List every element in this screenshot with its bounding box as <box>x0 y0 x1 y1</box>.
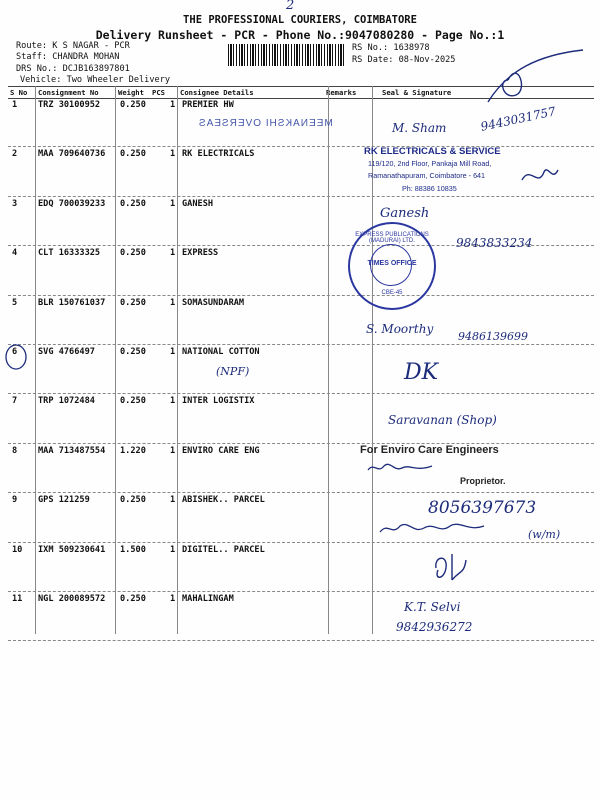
cell-consignee: EXPRESS <box>182 248 219 259</box>
cell-pcs: 1 <box>170 297 176 308</box>
cell-sno: 11 <box>12 594 23 604</box>
cell-pcs: 1 <box>170 100 176 110</box>
cell-consignee: ENVIRO CARE ENG <box>182 445 260 456</box>
cell-weight: 0.250 <box>120 594 146 604</box>
cell-consignment: TRZ 30100952 <box>38 100 101 110</box>
company-title: THE PROFESSIONAL COURIERS, COIMBATORE <box>183 14 417 26</box>
cell-consignment: BLR 150761037 <box>38 297 106 308</box>
col-divider <box>328 86 329 634</box>
drs-number: DRS No.: DCJB163897801 <box>16 64 130 74</box>
row-divider <box>8 443 594 444</box>
row6-circled-number-icon <box>4 343 30 371</box>
row9-phone-handwritten: 8056397673 <box>428 498 537 518</box>
col-header-consignee: Consignee Details <box>180 88 254 97</box>
rs-date: RS Date: 08-Nov-2025 <box>352 55 456 65</box>
cell-weight: 0.250 <box>120 100 146 110</box>
cell-consignment: MAA 713487554 <box>38 445 106 456</box>
round-stamp-text: EXPRESS PUBLICATIONS (MADURAI) LTD. <box>355 232 429 244</box>
row-divider <box>8 196 594 197</box>
col-divider <box>177 86 178 634</box>
cell-sno: 4 <box>12 248 18 259</box>
rk-stamp-address-1: 119/120, 2nd Floor, Pankaja Mill Road, <box>368 159 492 168</box>
col-header-pcs: PCS <box>152 88 165 97</box>
cell-weight: 0.250 <box>120 248 146 259</box>
cell-consignee: RK ELECTRICALS <box>182 149 255 160</box>
row-divider <box>8 640 594 641</box>
enviro-stamp-proprietor: Proprietor. <box>460 476 506 486</box>
cell-weight: 0.250 <box>120 149 146 160</box>
cell-pcs: 1 <box>170 347 176 357</box>
cell-pcs: 1 <box>170 544 176 555</box>
row-divider <box>8 146 594 147</box>
cell-weight: 0.250 <box>120 297 146 308</box>
row9-handwritten-note: (w/m) <box>528 528 561 541</box>
cell-consignment: TRP 1072484 <box>38 396 95 407</box>
col-header-sno: S No <box>10 88 28 97</box>
row-divider <box>8 591 594 592</box>
cell-consignment: MAA 709640736 <box>38 149 106 160</box>
cell-pcs: 1 <box>170 445 176 456</box>
cell-consignment: IXM 509230641 <box>38 544 106 555</box>
row9-signature-icon <box>378 518 488 540</box>
row1-scribble-icon <box>478 50 588 110</box>
cell-sno: 9 <box>12 495 18 506</box>
round-stamp-center: TIMES OFFICE <box>367 260 417 267</box>
row2-signature-icon <box>520 160 560 190</box>
row6-handwritten-mark: (NPF) <box>216 365 250 378</box>
cell-consignment: NGL 200089572 <box>38 594 106 604</box>
col-header-weight: Weight <box>118 88 144 97</box>
mirror-stamp-text: MEENAKSHI OVERSEAS <box>198 118 333 129</box>
cell-pcs: 1 <box>170 396 176 407</box>
runsheet-title: Delivery Runsheet - PCR - Phone No.:9047080280 - Page No.:1 <box>95 28 505 42</box>
row3-signature-name: Ganesh <box>380 206 430 221</box>
row-divider <box>8 542 594 543</box>
cell-consignee: DIGITEL.. PARCEL <box>182 544 265 555</box>
cell-consignee: SOMASUNDARAM <box>182 297 245 308</box>
col-header-consignment: Consignment No <box>38 88 99 97</box>
cell-consignment: CLT 16333325 <box>38 248 101 259</box>
cell-weight: 0.250 <box>120 347 146 357</box>
barcode <box>228 44 346 66</box>
cell-pcs: 1 <box>170 495 176 506</box>
row10-signature-icon <box>430 550 470 586</box>
cell-pcs: 1 <box>170 594 176 604</box>
row7-handwritten-note: Saravanan (Shop) <box>388 413 497 427</box>
row-divider <box>8 295 594 296</box>
express-round-stamp <box>348 222 436 310</box>
round-stamp-bottom: CBE-45 <box>381 290 403 296</box>
cell-sno: 5 <box>12 297 18 308</box>
enviro-stamp-name: For Enviro Care Engineers <box>360 444 499 456</box>
row-divider <box>8 344 594 345</box>
cell-sno: 10 <box>12 544 23 555</box>
cell-pcs: 1 <box>170 248 176 259</box>
row6-signature: DK <box>404 360 439 385</box>
row5-signature-name: S. Moorthy <box>366 322 434 336</box>
cell-sno: 8 <box>12 445 18 456</box>
row11-signature-name: K.T. Selvi <box>404 600 461 614</box>
cell-sno: 6 <box>12 347 18 357</box>
cell-weight: 0.250 <box>120 396 146 407</box>
rs-number: RS No.: 1638978 <box>352 43 430 53</box>
rk-stamp-name: RK ELECTRICALS & SERVICE <box>364 146 501 157</box>
cell-consignee: MAHALINGAM <box>182 594 234 604</box>
row11-phone-handwritten: 9842936272 <box>396 620 473 634</box>
row-divider <box>8 393 594 394</box>
cell-pcs: 1 <box>170 149 176 160</box>
top-handwritten-mark: 2 <box>286 0 295 13</box>
col-divider <box>115 86 116 634</box>
col-header-seal: Seal & Signature <box>382 88 452 97</box>
cell-sno: 2 <box>12 149 18 160</box>
cell-consignment: GPS 121259 <box>38 495 90 506</box>
cell-sno: 7 <box>12 396 18 407</box>
cell-consignee: PREMIER HW <box>182 100 234 110</box>
cell-consignment: EDQ 700039233 <box>38 198 106 209</box>
cell-consignee: NATIONAL COTTON <box>182 347 260 357</box>
cell-weight: 0.250 <box>120 198 146 209</box>
cell-pcs: 1 <box>170 198 176 209</box>
cell-sno: 3 <box>12 198 18 209</box>
row3-phone-handwritten: 9843833234 <box>456 236 533 250</box>
row1-phone-handwritten: 9443031757 <box>479 104 557 134</box>
cell-sno: 1 <box>12 100 18 110</box>
row-divider <box>8 492 594 493</box>
cell-consignee: GANESH <box>182 198 214 209</box>
row8-signature-icon <box>366 460 436 476</box>
col-divider <box>35 86 36 634</box>
rk-stamp-address-2: Ramanathapuram, Coimbatore - 641 <box>368 171 486 180</box>
route-label: Route: K S NAGAR - PCR <box>16 41 130 51</box>
cell-consignee: ABISHEK.. PARCEL <box>182 495 265 506</box>
row1-signature-name: M. Sham <box>392 121 447 135</box>
rk-stamp-phone: Ph: 88386 10835 <box>402 184 457 193</box>
vehicle-label: Vehicle: Two Wheeler Delivery <box>20 75 171 85</box>
cell-consignee: INTER LOGISTIX <box>182 396 255 407</box>
cell-consignment: SVG 4766497 <box>38 347 95 357</box>
col-divider <box>372 86 373 634</box>
cell-weight: 1.500 <box>120 544 146 555</box>
row5-phone-handwritten: 9486139699 <box>458 330 528 343</box>
cell-weight: 0.250 <box>120 495 146 506</box>
cell-weight: 1.220 <box>120 445 146 456</box>
col-header-remarks: Remarks <box>326 88 357 97</box>
staff-label: Staff: CHANDRA MOHAN <box>16 52 120 62</box>
